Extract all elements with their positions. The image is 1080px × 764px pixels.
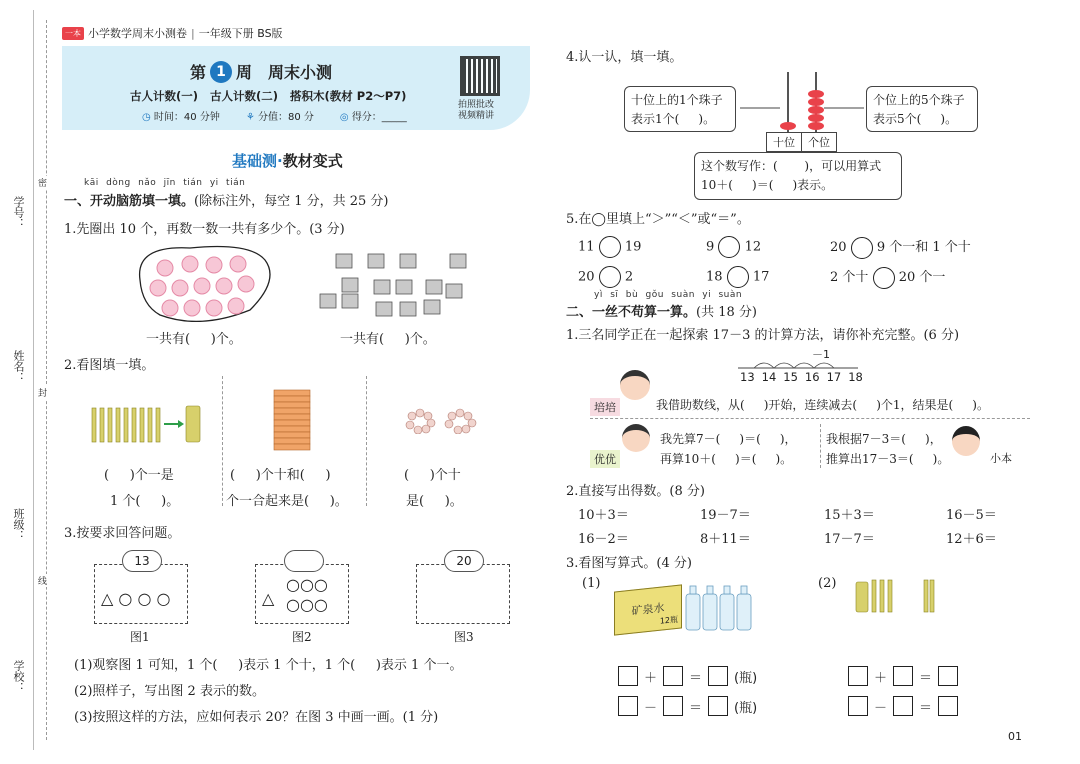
q3-sub2: (2)照样子，写出图 2 表示的数。: [74, 684, 265, 699]
number-line: [736, 356, 860, 370]
margin-student-id: 学号：: [12, 196, 25, 229]
tens-label: 十位: [767, 133, 802, 151]
q3-figure1: △ ○ ○ ○: [94, 564, 188, 624]
week-suffix: 周: [236, 63, 253, 82]
answer-box[interactable]: [848, 666, 868, 686]
binding-margin: [0, 0, 58, 764]
margin-cut-mark: 密: [38, 176, 47, 189]
page-number: 01: [1008, 730, 1022, 743]
margin-class: 班级：: [12, 508, 25, 541]
week-prefix: 第: [190, 63, 207, 82]
youyou-tag: 优优: [590, 450, 620, 468]
p2q3-label2: (2): [818, 576, 837, 591]
answer-box[interactable]: [708, 666, 728, 686]
series-title: 小学数学周末小测卷: [88, 27, 187, 40]
q2-a-line1[interactable]: ( )个一是: [104, 468, 174, 483]
answer-box[interactable]: [663, 666, 683, 686]
water-box: [614, 584, 682, 635]
p2q1-text: 1.三名同学正在一起探索 17－3 的计算方法，请你补充完整。(6 分): [566, 328, 960, 343]
q2-divider: [366, 376, 367, 506]
water-bottles: [684, 582, 756, 632]
q1-text: 1.先圈出 10 个，再数一数一共有多少个。(3 分): [64, 222, 345, 237]
q1-right-answer[interactable]: 一共有( )个。: [340, 332, 436, 347]
q5-text: 5.在◯里填上“＞”“＜”或“＝”。: [566, 212, 750, 227]
clock-icon: ◷: [142, 112, 151, 123]
youyou-line2[interactable]: 再算10＋( )＝( )。: [660, 452, 793, 466]
q-divider: [820, 424, 821, 468]
margin-name: 姓名：: [12, 350, 25, 383]
got-label: ◎ 得分：_____: [339, 112, 407, 123]
q5-row1: 11 19 9 12 20 9 个一和 1 个十: [578, 234, 998, 258]
week-number-badge: 1: [210, 61, 232, 83]
margin-cut-mark: 线: [38, 574, 47, 587]
answer-box[interactable]: [938, 696, 958, 716]
number-line-ticks: 13 14 15 16 17 18: [740, 370, 863, 384]
banner-title: 周末小测: [268, 63, 333, 82]
q3-fig3-label: 图3: [454, 630, 474, 644]
part1-pinyin: kāi dòng nǎo jīn tián yi tián: [84, 178, 246, 188]
q3-figure3[interactable]: [416, 564, 510, 624]
target-icon: ◎: [339, 112, 349, 123]
q4-right-box: 个位上的5个珠子 表示5个( )。: [866, 86, 978, 132]
banner-topics: 古人计数(一) 古人计数(二) 搭积木(教材 P2～P7): [130, 89, 407, 103]
qr-caption: 拍照批改 视频精讲: [458, 100, 495, 121]
q3-cloud2: [284, 550, 324, 572]
compare-circle[interactable]: [727, 266, 749, 288]
equation-1a: ＋ ＝ (瓶): [618, 666, 757, 686]
q3-sub3: (3)按照这样的方法，应如何表示 20？在图 3 中画一画。(1 分): [74, 710, 439, 725]
q2-a-line2[interactable]: 1 个( )。: [110, 494, 180, 509]
answer-box[interactable]: [708, 696, 728, 716]
answer-box[interactable]: [663, 696, 683, 716]
q2-sticks-figure: [90, 404, 208, 444]
margin-school: 学校：: [12, 660, 25, 693]
xiaoben-avatar: [952, 426, 980, 456]
q3-text: 3.按要求回答问题。: [64, 526, 181, 541]
q1-left-answer[interactable]: 一共有( )个。: [146, 332, 242, 347]
q2-beads-figure: [404, 408, 480, 434]
p2q3-text: 3.看图写算式。(4 分): [566, 556, 692, 571]
q2-text: 2.看图填一填。: [64, 358, 155, 373]
q-divider: [590, 418, 1030, 419]
p2q3-label1: (1): [582, 576, 601, 591]
xiaoben-line1[interactable]: 我根据7－3＝( )，: [826, 432, 942, 446]
p2q2-text: 2.直接写出得数。(8 分): [566, 484, 705, 499]
part2-heading: 二、一丝不苟算一算。(共 18 分): [566, 305, 757, 320]
q2-c-line1[interactable]: ( )个十: [404, 468, 461, 483]
calc-item[interactable]: 12＋6＝: [946, 532, 997, 547]
answer-box[interactable]: [848, 696, 868, 716]
compare-circle[interactable]: [718, 236, 740, 258]
answer-box[interactable]: [893, 666, 913, 686]
peipei-avatar: [620, 370, 650, 400]
abacus-base: [766, 132, 837, 152]
xiaoben-line2[interactable]: 推算出17－3＝( )。: [826, 452, 950, 466]
calc-item[interactable]: 16－2＝: [578, 532, 629, 547]
q5-row2: 20 2 18 17 2 个十 20 个一: [578, 264, 998, 288]
grade-label: 一年级下册 BS版: [198, 27, 283, 40]
calc-item[interactable]: 16－5＝: [946, 508, 997, 523]
youyou-avatar: [622, 424, 650, 452]
q2-b-line2[interactable]: 个一合起来是( )。: [226, 494, 348, 509]
q3-fig1-label: 图1: [130, 630, 150, 644]
compare-circle[interactable]: [873, 267, 895, 289]
q3-fig2-label: 图2: [292, 630, 312, 644]
margin-cut-mark: 封: [38, 386, 47, 399]
equation-2a: ＋ ＝: [848, 666, 958, 686]
calc-item[interactable]: 15＋3＝: [824, 508, 875, 523]
ones-label: 个位: [808, 136, 830, 149]
q3-figure2: △ ○○○ ○○○: [255, 564, 349, 624]
calc-item[interactable]: 19－7＝: [700, 508, 751, 523]
q2-c-line2[interactable]: 是( )。: [406, 494, 463, 509]
calc-item[interactable]: 8＋11＝: [700, 532, 751, 547]
calc-item[interactable]: 10＋3＝: [578, 508, 629, 523]
q3-cloud3: 20: [444, 550, 484, 572]
p2q2-grid: [578, 504, 1018, 548]
title-banner: [62, 46, 530, 130]
sticks-figure-2: [854, 578, 938, 614]
q1-balls-figure: [130, 240, 280, 322]
water-box-qty: 12瓶: [659, 614, 678, 626]
score-label: ⚘ 分值：80 分: [245, 112, 314, 123]
time-label: ◷ 时间：40 分钟: [142, 112, 220, 123]
score-icon: ⚘: [245, 112, 255, 123]
compare-circle[interactable]: [599, 266, 621, 288]
number-line-minus: －1: [812, 348, 830, 361]
q2-blocks-figure: [272, 388, 312, 454]
peipei-tag: 培培: [590, 398, 620, 416]
q3-cloud1: 13: [122, 550, 162, 572]
part1-heading: 一、开动脑筋填一填。(除标注外，每空 1 分，共 25 分): [64, 194, 389, 209]
answer-box[interactable]: [618, 666, 638, 686]
page-header: 一本 小学数学周末小测卷 | 一年级下册 BS版: [62, 24, 283, 42]
brand-logo: 一本: [62, 27, 84, 40]
answer-box[interactable]: [893, 696, 913, 716]
compare-circle[interactable]: [851, 237, 873, 259]
answer-box[interactable]: [938, 666, 958, 686]
q2-divider: [222, 376, 223, 506]
equation-2b: － ＝: [848, 696, 958, 716]
calc-item[interactable]: 17－7＝: [824, 532, 875, 547]
water-box-label: 矿泉水: [631, 601, 665, 618]
answer-box[interactable]: [618, 696, 638, 716]
q4-text: 4.认一认，填一填。: [566, 50, 683, 65]
compare-circle[interactable]: [599, 236, 621, 258]
equation-1b: － ＝ (瓶): [618, 696, 757, 716]
part2-pinyin: yì sī bù gǒu suàn yi suàn: [594, 290, 743, 300]
youyou-line1[interactable]: 我先算7－( )＝( )，: [660, 432, 797, 446]
q1-cubes-figure: [316, 250, 476, 322]
q3-sub1[interactable]: (1)观察图 1 可知，1 个( )表示 1 个十，1 个( )表示 1 个一。: [74, 658, 463, 673]
q2-b-line1[interactable]: ( )个十和( ): [230, 468, 331, 483]
section-title: 基础测·教材变式: [232, 152, 343, 170]
qr-code[interactable]: [460, 56, 500, 96]
peipei-speech[interactable]: 我借助数线，从( )开始，连续减去( )个1，结果是( )。: [656, 398, 989, 412]
xiaoben-tag: 小本: [990, 452, 1012, 465]
q4-left-box: 十位上的1个珠子 表示1个( )。: [624, 86, 736, 132]
q4-bottom-box[interactable]: 这个数写作：( )，可以用算式 10＋( )＝( )表示。: [694, 152, 902, 200]
